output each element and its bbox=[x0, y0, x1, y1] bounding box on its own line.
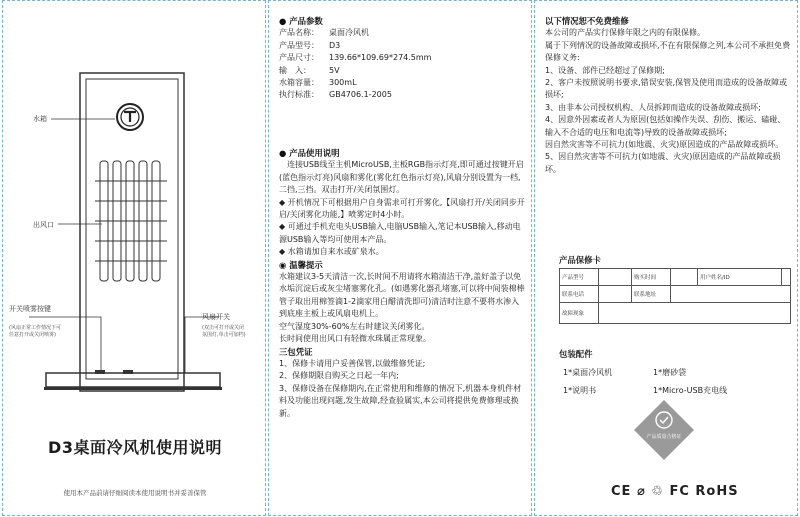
exclusion-item: 4、因意外因素或者人为原因(包括如操作失误、刮伤、搬运、磕碰、输入不合适的电压和电流等)导致的设备故障或损坏; bbox=[545, 115, 786, 137]
param-value: 139.66*109.69*274.5mm bbox=[329, 53, 432, 63]
exclusion-item: 因自然灾害等不可抗力(如地震、火灾)原因造成的产品故障或损坏。 bbox=[545, 140, 784, 150]
label-switch-button: 开关喷雾按键 bbox=[9, 305, 51, 313]
param-key: 执行标准： bbox=[279, 90, 319, 100]
exclusions-intro: 属于下列情况的设备故障或损坏,不在有限保修之列,本公司不承担免费保修义务: bbox=[545, 40, 791, 63]
param-key: 产品尺寸： bbox=[279, 53, 319, 63]
label-fan-note-line2: 氛围灯,单击可加档) bbox=[202, 332, 246, 338]
panel-params-usage bbox=[268, 0, 532, 516]
param-value: 5V bbox=[329, 65, 340, 75]
manual-title: D3桌面冷风机使用说明 bbox=[48, 438, 222, 457]
card-cell-blank[interactable] bbox=[782, 269, 791, 286]
param-row bbox=[279, 65, 527, 77]
exclusions-intro: 本公司的产品实行保修年限之内的有限保修。 bbox=[545, 28, 705, 38]
exclusion-item: 1、设备、部件已经超过了保修期; bbox=[545, 65, 665, 75]
warranty-card-table bbox=[559, 268, 791, 324]
label-switch-note-line1: (风扇正常工作情况下可 bbox=[9, 325, 61, 331]
quality-certificate-label: 产品质量合格证 bbox=[646, 434, 682, 440]
param-row bbox=[279, 52, 527, 64]
param-value: D3 bbox=[329, 40, 341, 50]
warranty-item: 3、保修设备在保修期内,在正常使用和维修的情况下,机器本身机件材料及功能出现问题,发生故障,经查验属实,本公司将提供免费修理或换新。 bbox=[279, 383, 522, 418]
param-row bbox=[279, 77, 527, 89]
usage-item: ◆ 水箱请加自来水或矿泉水。 bbox=[279, 247, 384, 257]
param-key: 输 入： bbox=[279, 65, 311, 75]
card-cell-blank[interactable] bbox=[599, 303, 791, 324]
package-item: 1*说明书 bbox=[563, 386, 597, 395]
param-row bbox=[279, 27, 527, 39]
card-cell-blank[interactable] bbox=[599, 269, 632, 286]
manual-footer-note: 使用本产品前请仔细阅读本使用说明书并妥善保管 bbox=[63, 489, 207, 497]
card-cell-label: 联系地址 bbox=[632, 286, 671, 303]
warranty-item: 2、保修期限自购买之日起一年内; bbox=[279, 371, 399, 381]
exclusion-item: 3、由非本公司授权机构、人员拆卸而造成的设备故障或损坏; bbox=[545, 102, 761, 112]
quality-certificate-icon bbox=[632, 398, 696, 462]
card-cell-label: 故障现象 bbox=[560, 303, 599, 324]
certification-marks: CE ⌀ ♲ FC RoHS bbox=[611, 484, 739, 499]
label-fan-switch: 风扇开关 bbox=[202, 313, 230, 321]
usage-section bbox=[279, 147, 527, 420]
label-switch-note-line2: 任意打开或关闭喷雾) bbox=[9, 332, 56, 338]
param-value: 桌面冷风机 bbox=[329, 28, 369, 38]
param-row bbox=[279, 89, 527, 101]
tips-line: 长时间使用出风口有轻微水珠属正常现象。 bbox=[279, 334, 431, 344]
card-cell-label: 产品型号 bbox=[560, 269, 599, 286]
panel-device-diagram bbox=[2, 0, 266, 516]
tips-paragraph: 水箱建议3-5天清洁一次,长时间不用请将水箱清洁干净,盖好盖子以免水垢沉淀后或灰尘堵塞雾化孔。(如遇雾化器孔堵塞,可以将中间装棉棒管子取出用棉签滴1-2滴家用白醋清洗即可)清洁时注意不要将水渗入到底座主板上或风扇电机上。 bbox=[279, 272, 525, 319]
package-item: 1*Micro-USB充电线 bbox=[653, 386, 728, 395]
warranty-item: 1、保修卡请用户妥善保管,以做维修凭证; bbox=[279, 358, 426, 368]
label-fan-note-line1: (双击可打开或关闭 bbox=[202, 325, 244, 331]
exclusions-heading: 以下情况恕不免费维修 bbox=[545, 16, 629, 26]
param-row bbox=[279, 40, 527, 52]
card-cell-label: 购买时间 bbox=[632, 269, 671, 286]
usage-heading: ● 产品使用说明 bbox=[279, 148, 340, 158]
param-value: GB4706.1-2005 bbox=[329, 90, 392, 100]
param-key: 水箱容量： bbox=[279, 78, 319, 88]
card-cell-blank[interactable] bbox=[599, 286, 632, 303]
card-cell-blank[interactable] bbox=[671, 269, 698, 286]
usage-item: ◆ 开机情况下可根据用户自身需求可打开雾化,【风扇打开/关闭同步开启/关闭雾化功能,】喷雾定时4小时。 bbox=[279, 197, 525, 220]
param-key: 产品名称： bbox=[279, 28, 319, 38]
package-item: 1*桌面冷风机 bbox=[563, 368, 613, 377]
warranty-card-title: 产品保修卡 bbox=[559, 255, 601, 265]
package-title: 包装配件 bbox=[559, 349, 593, 359]
warranty-heading: 三包凭证 bbox=[279, 346, 313, 357]
package-item: 1*磨砂袋 bbox=[653, 368, 687, 377]
param-key: 产品型号： bbox=[279, 40, 319, 50]
param-value: 300mL bbox=[329, 78, 357, 88]
label-water-tank: 水箱 bbox=[33, 115, 47, 123]
panel-warranty bbox=[534, 0, 798, 516]
exclusions-section bbox=[545, 15, 793, 176]
tips-heading: ◉ 温馨提示 bbox=[279, 259, 323, 270]
usage-paragraph: 连接USB线至主机MicroUSB,主板RGB指示灯亮,即可通过按键开启(蓝色指示灯亮)风扇和雾化(雾化红色指示灯亮),风扇分别设置为一档,二挡,三挡。双击打开/关闭氛围灯。 bbox=[279, 160, 524, 195]
usage-item: ◆ 可通过手机充电头USB输入,电脑USB输入,笔记本USB输入,移动电源USB输入等均可使用本产品。 bbox=[279, 222, 521, 244]
card-cell-label: 联系电话 bbox=[560, 286, 599, 303]
label-air-outlet: 出风口 bbox=[33, 221, 54, 229]
card-cell-blank[interactable] bbox=[671, 286, 791, 303]
exclusion-item: 5、因自然灾害等不可抗力(如地震、火灾)原因造成的产品故障或损坏。 bbox=[545, 152, 781, 174]
card-cell-label: 用户姓名/ID bbox=[698, 269, 782, 286]
tips-line: 空气湿度30%-60%左右时建议关闭雾化。 bbox=[279, 321, 430, 331]
params-section bbox=[279, 15, 527, 102]
params-heading: ● 产品参数 bbox=[279, 16, 323, 26]
exclusion-item: 2、客户未按照说明书要求,错误安装,保管及使用而造成的设备故障或损坏; bbox=[545, 78, 788, 100]
